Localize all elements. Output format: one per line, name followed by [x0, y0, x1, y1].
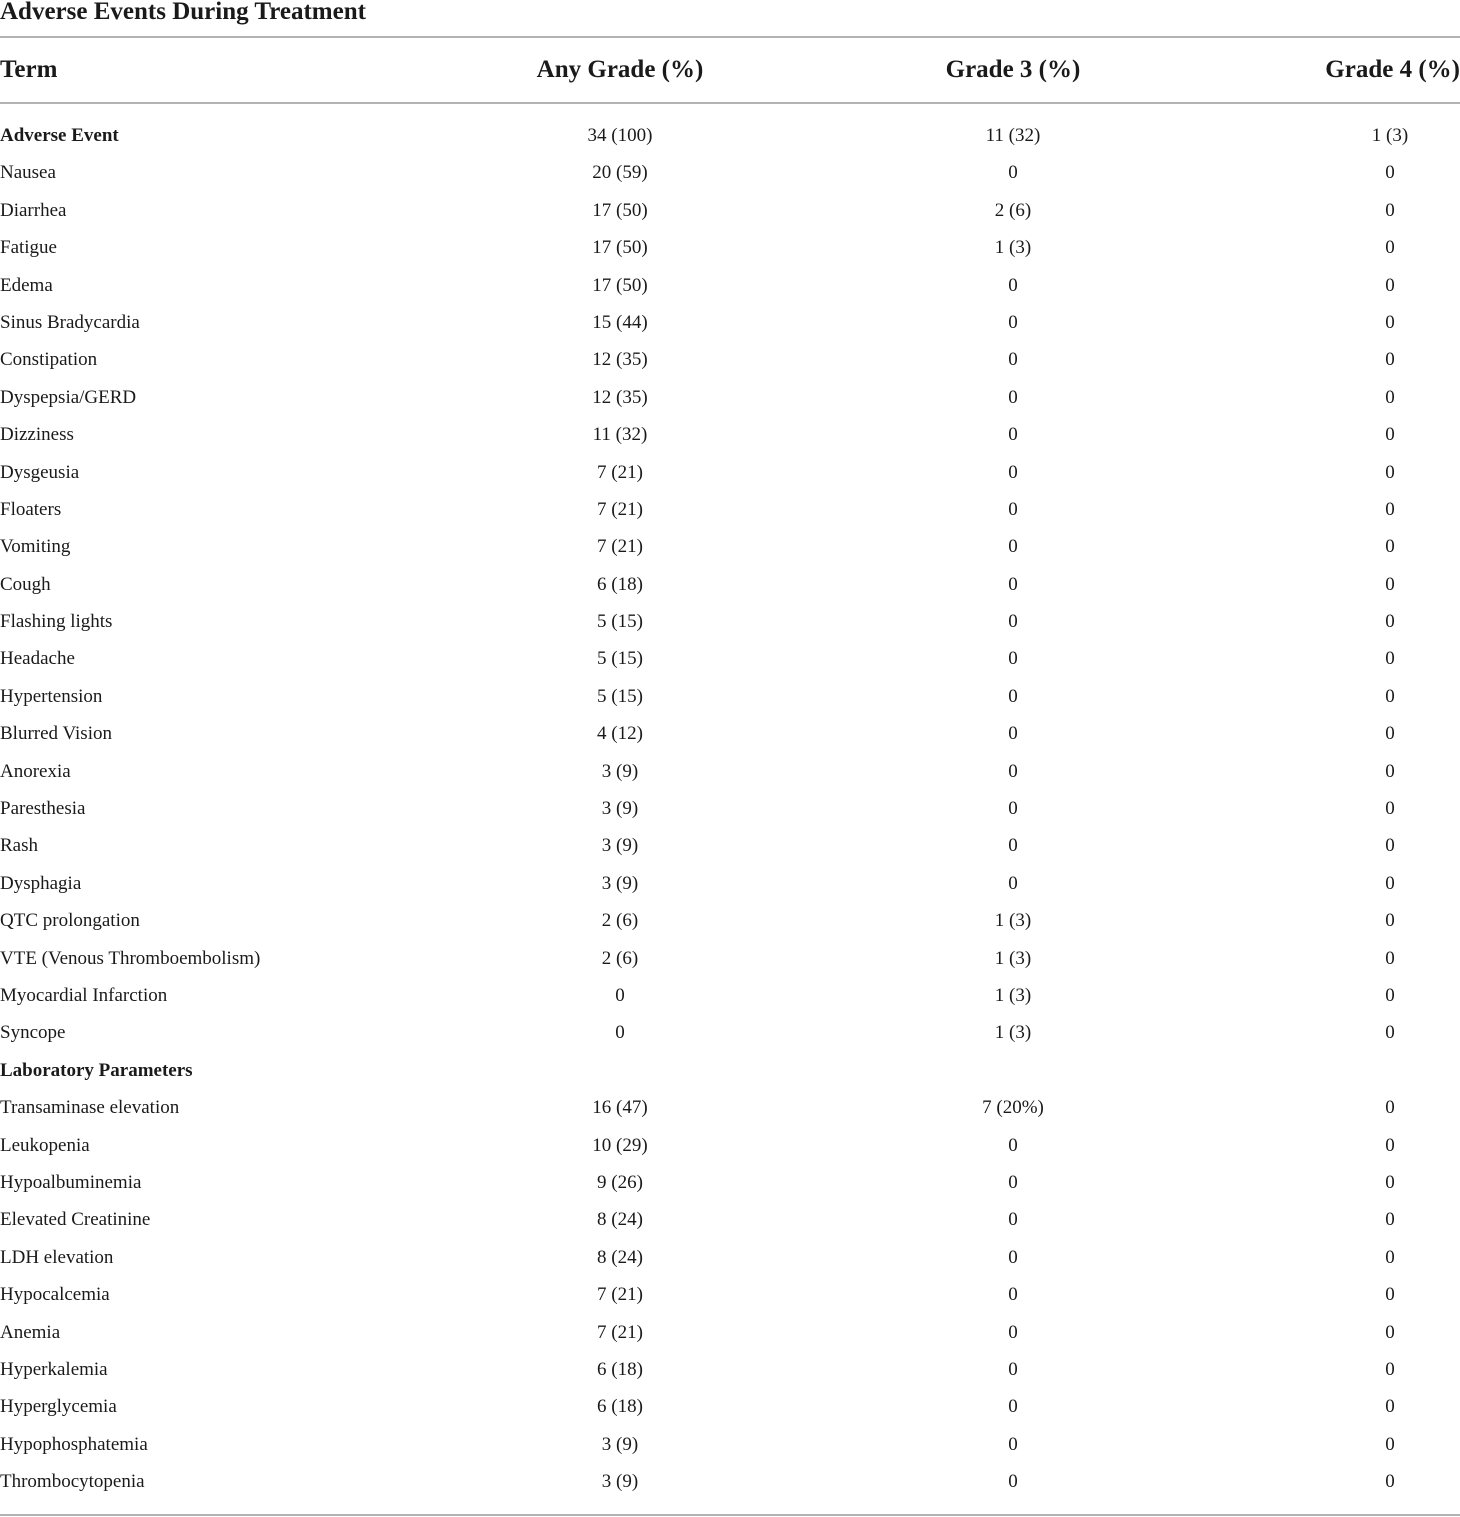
cell-grade-3: 0 — [1008, 498, 1018, 520]
cell-any-grade: 3 (9) — [601, 835, 639, 857]
table-row — [0, 827, 1460, 864]
cell-term: Nausea — [0, 162, 56, 184]
table-row — [0, 379, 1460, 416]
cell-term: Diarrhea — [0, 199, 67, 221]
cell-grade-4: 0 — [1385, 1097, 1395, 1119]
cell-grade-3: 0 — [1008, 1358, 1018, 1380]
cell-term: Rash — [0, 835, 38, 857]
cell-grade-3: 0 — [1008, 536, 1018, 558]
table-row — [0, 1089, 1460, 1126]
cell-term: Blurred Vision — [0, 723, 112, 745]
cell-term: Hypophosphatemia — [0, 1433, 148, 1455]
cell-term: Dyspepsia/GERD — [0, 386, 137, 408]
cell-grade-3: 0 — [1008, 685, 1018, 707]
table-row — [0, 1164, 1460, 1201]
cell-grade-3: 0 — [1008, 311, 1018, 333]
cell-term: Hypoalbuminemia — [0, 1171, 142, 1193]
table-row — [0, 640, 1460, 677]
table-row — [0, 1426, 1460, 1463]
table-row — [0, 154, 1460, 191]
cell-any-grade: 6 (18) — [597, 573, 643, 595]
table-row — [0, 267, 1460, 304]
cell-grade-3: 1 (3) — [994, 237, 1032, 259]
cell-grade-3: 0 — [1008, 1321, 1018, 1343]
cell-any-grade: 0 — [615, 984, 625, 1006]
cell-term: Leukopenia — [0, 1134, 90, 1156]
cell-grade-3: 0 — [1008, 386, 1018, 408]
cell-any-grade: 15 (44) — [592, 311, 648, 333]
cell-any-grade: 3 (9) — [601, 760, 639, 782]
cell-grade-3: 0 — [1008, 648, 1018, 670]
cell-grade-3: 7 (20%) — [982, 1097, 1044, 1119]
cell-grade-3: 0 — [1008, 1171, 1018, 1193]
table-row — [0, 715, 1460, 752]
cell-grade-3: 1 (3) — [994, 910, 1032, 932]
table-row — [0, 566, 1460, 603]
cell-grade-3: 0 — [1008, 760, 1018, 782]
cell-grade-4: 0 — [1385, 311, 1395, 333]
cell-grade-4: 0 — [1385, 835, 1395, 857]
cell-grade-4: 0 — [1385, 349, 1395, 371]
cell-grade-4: 0 — [1385, 1433, 1395, 1455]
bottom-rule — [0, 1514, 1460, 1516]
cell-term: Adverse Event — [0, 125, 119, 146]
table-row — [0, 1388, 1460, 1425]
cell-term: Vomiting — [0, 536, 71, 558]
cell-grade-3: 0 — [1008, 723, 1018, 745]
cell-grade-3: 0 — [1008, 611, 1018, 633]
cell-grade-4: 0 — [1385, 237, 1395, 259]
cell-grade-4: 0 — [1385, 573, 1395, 595]
cell-grade-4: 0 — [1385, 1396, 1395, 1418]
cell-term: LDH elevation — [0, 1246, 114, 1268]
section-header-row — [0, 1052, 1460, 1089]
cell-term: Cough — [0, 573, 51, 595]
cell-term: Dizziness — [0, 424, 74, 446]
table-row — [0, 753, 1460, 790]
cell-term: Floaters — [0, 498, 62, 520]
cell-grade-3: 0 — [1008, 162, 1018, 184]
cell-any-grade: 6 (18) — [597, 1396, 643, 1418]
cell-any-grade: 34 (100) — [587, 125, 653, 146]
cell-grade-3: 0 — [1008, 1134, 1018, 1156]
cell-grade-3: 1 (3) — [994, 984, 1032, 1006]
cell-any-grade: 5 (15) — [597, 648, 643, 670]
cell-grade-3: 0 — [1008, 1284, 1018, 1306]
cell-grade-4: 0 — [1385, 611, 1395, 633]
cell-any-grade: 5 (15) — [597, 611, 643, 633]
cell-grade-4: 0 — [1385, 498, 1395, 520]
cell-term: Headache — [0, 648, 75, 670]
cell-grade-3: 0 — [1008, 1471, 1018, 1493]
cell-grade-4: 0 — [1385, 461, 1395, 483]
cell-grade-3: 0 — [1008, 424, 1018, 446]
cell-grade-4: 0 — [1385, 872, 1395, 894]
cell-grade-4: 0 — [1385, 947, 1395, 969]
cell-grade-4: 0 — [1385, 984, 1395, 1006]
header-term: Term — [0, 56, 58, 83]
table-row — [0, 1127, 1460, 1164]
cell-term: Thrombocytopenia — [0, 1471, 145, 1493]
header-grade-3: Grade 3 (%) — [945, 56, 1081, 83]
cell-term: Hypertension — [0, 685, 103, 707]
cell-grade-4: 0 — [1385, 1134, 1395, 1156]
cell-grade-4: 0 — [1385, 1022, 1395, 1044]
cell-grade-4: 0 — [1385, 1246, 1395, 1268]
header-rule — [0, 102, 1460, 104]
cell-grade-3: 1 (3) — [994, 1022, 1032, 1044]
cell-term: Laboratory Parameters — [0, 1059, 193, 1081]
cell-grade-3: 11 (32) — [985, 125, 1041, 146]
cell-grade-3: 0 — [1008, 1433, 1018, 1455]
table-body — [0, 117, 1460, 1500]
cell-grade-3: 1 (3) — [994, 947, 1032, 969]
table-row — [0, 1239, 1460, 1276]
cell-any-grade: 2 (6) — [601, 910, 639, 932]
cell-any-grade: 20 (59) — [592, 162, 648, 184]
cell-grade-4: 1 (3) — [1371, 125, 1409, 146]
table-title: Adverse Events During Treatment — [0, 0, 366, 25]
cell-any-grade: 17 (50) — [592, 274, 648, 296]
cell-any-grade: 0 — [615, 1022, 625, 1044]
cell-grade-4: 0 — [1385, 274, 1395, 296]
cell-any-grade: 7 (21) — [597, 461, 643, 483]
cell-term: Dysgeusia — [0, 461, 80, 483]
cell-grade-3 — [913, 1052, 1113, 1089]
table-row — [0, 977, 1460, 1014]
cell-grade-3: 0 — [1008, 798, 1018, 820]
cell-grade-4: 0 — [1385, 199, 1395, 221]
table-row — [0, 902, 1460, 939]
section-header-row — [0, 117, 1460, 154]
cell-term: Elevated Creatinine — [0, 1209, 151, 1231]
cell-grade-3: 0 — [1008, 1396, 1018, 1418]
cell-any-grade: 11 (32) — [592, 424, 648, 446]
table-row — [0, 1201, 1460, 1238]
header-grade-4: Grade 4 (%) — [1325, 56, 1460, 83]
cell-any-grade: 8 (24) — [597, 1246, 643, 1268]
table-row — [0, 341, 1460, 378]
cell-grade-3: 0 — [1008, 835, 1018, 857]
cell-any-grade: 12 (35) — [592, 349, 648, 371]
cell-term: Hyperkalemia — [0, 1358, 108, 1380]
cell-any-grade — [520, 1052, 720, 1089]
cell-any-grade: 6 (18) — [597, 1358, 643, 1380]
cell-any-grade: 5 (15) — [597, 685, 643, 707]
cell-grade-3: 0 — [1008, 461, 1018, 483]
cell-any-grade: 4 (12) — [597, 723, 643, 745]
cell-grade-4: 0 — [1385, 424, 1395, 446]
cell-any-grade: 2 (6) — [601, 947, 639, 969]
table-row — [0, 1276, 1460, 1313]
table-row — [0, 1351, 1460, 1388]
table-row — [0, 192, 1460, 229]
table-row — [0, 603, 1460, 640]
table-row — [0, 865, 1460, 902]
cell-term: Myocardial Infarction — [0, 984, 168, 1006]
cell-grade-4: 0 — [1385, 386, 1395, 408]
cell-term: Anorexia — [0, 760, 71, 782]
cell-any-grade: 7 (21) — [597, 536, 643, 558]
cell-grade-3: 2 (6) — [994, 199, 1032, 221]
cell-grade-4: 0 — [1385, 760, 1395, 782]
cell-grade-4: 0 — [1385, 536, 1395, 558]
cell-grade-4: 0 — [1385, 723, 1395, 745]
cell-grade-3: 0 — [1008, 1209, 1018, 1231]
table-row — [0, 454, 1460, 491]
cell-any-grade: 7 (21) — [597, 1321, 643, 1343]
cell-term: Anemia — [0, 1321, 61, 1343]
cell-term: Transaminase elevation — [0, 1097, 180, 1119]
cell-grade-4: 0 — [1385, 685, 1395, 707]
cell-any-grade: 17 (50) — [592, 199, 648, 221]
cell-grade-4: 0 — [1385, 1321, 1395, 1343]
table-row — [0, 528, 1460, 565]
cell-grade-4: 0 — [1385, 162, 1395, 184]
cell-term: Edema — [0, 274, 53, 296]
cell-any-grade: 3 (9) — [601, 1471, 639, 1493]
cell-any-grade: 16 (47) — [592, 1097, 648, 1119]
cell-grade-4: 0 — [1385, 1358, 1395, 1380]
cell-term: Hyperglycemia — [0, 1396, 117, 1418]
cell-grade-3: 0 — [1008, 1246, 1018, 1268]
cell-any-grade: 3 (9) — [601, 1433, 639, 1455]
cell-term: Dysphagia — [0, 872, 82, 894]
cell-grade-4: 0 — [1385, 1171, 1395, 1193]
cell-term: VTE (Venous Thromboembolism) — [0, 947, 261, 969]
table-row — [0, 678, 1460, 715]
header-any-grade: Any Grade (%) — [536, 56, 704, 83]
cell-term: Hypocalcemia — [0, 1284, 110, 1306]
table-row — [0, 1314, 1460, 1351]
table-row — [0, 491, 1460, 528]
cell-term: Fatigue — [0, 237, 57, 259]
cell-term: Paresthesia — [0, 798, 86, 820]
table-row — [0, 416, 1460, 453]
cell-any-grade: 8 (24) — [597, 1209, 643, 1231]
cell-grade-3: 0 — [1008, 349, 1018, 371]
cell-grade-4: 0 — [1385, 1209, 1395, 1231]
cell-grade-4: 0 — [1385, 798, 1395, 820]
cell-any-grade: 3 (9) — [601, 798, 639, 820]
table-row — [0, 304, 1460, 341]
cell-grade-3: 0 — [1008, 872, 1018, 894]
cell-grade-4: 0 — [1385, 910, 1395, 932]
table-row — [0, 1014, 1460, 1051]
cell-term: Sinus Bradycardia — [0, 311, 140, 333]
cell-term: Flashing lights — [0, 611, 113, 633]
cell-term: Syncope — [0, 1022, 66, 1044]
table-header — [0, 37, 1460, 102]
cell-grade-3: 0 — [1008, 573, 1018, 595]
table-row — [0, 790, 1460, 827]
cell-any-grade: 12 (35) — [592, 386, 648, 408]
cell-grade-3: 0 — [1008, 274, 1018, 296]
cell-term: QTC prolongation — [0, 910, 140, 932]
table-row — [0, 940, 1460, 977]
cell-grade-4: 0 — [1385, 1284, 1395, 1306]
cell-any-grade: 9 (26) — [597, 1171, 643, 1193]
cell-grade-4: 0 — [1385, 648, 1395, 670]
table-row — [0, 229, 1460, 266]
cell-any-grade: 10 (29) — [592, 1134, 648, 1156]
cell-any-grade: 7 (21) — [597, 498, 643, 520]
cell-any-grade: 17 (50) — [592, 237, 648, 259]
cell-grade-4 — [1290, 1052, 1460, 1089]
cell-any-grade: 3 (9) — [601, 872, 639, 894]
cell-grade-4: 0 — [1385, 1471, 1395, 1493]
cell-term: Constipation — [0, 349, 98, 371]
table-row — [0, 1463, 1460, 1500]
cell-any-grade: 7 (21) — [597, 1284, 643, 1306]
